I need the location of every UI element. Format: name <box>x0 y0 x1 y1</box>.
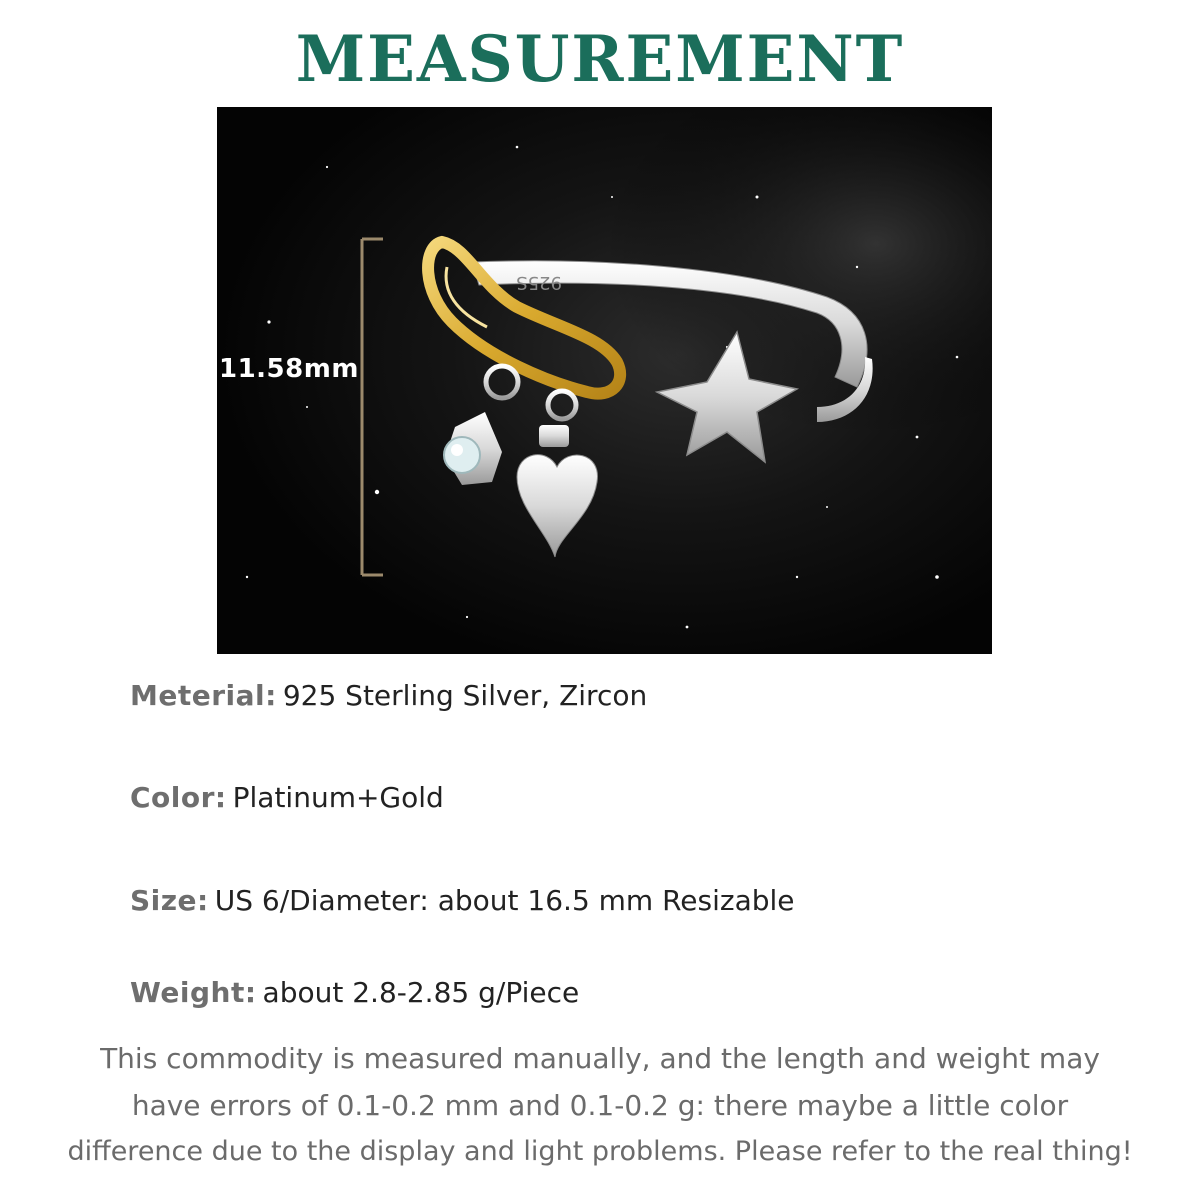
spec-color-label: Color: <box>130 781 227 814</box>
spec-size-label: Size: <box>130 884 209 917</box>
spec-color <box>130 781 444 814</box>
disclaimer-line-3: difference due to the display and light problems. Please refer to the real thing! <box>67 1136 1133 1167</box>
page-title: MEASUREMENT <box>295 22 905 97</box>
spec-size-value: US 6/Diameter: about 16.5 mm Resizable <box>214 884 795 917</box>
spec-material-label: Meterial: <box>130 679 277 712</box>
measurement-label: 11.58mm <box>219 354 359 384</box>
svg-text:925S: 925S <box>516 272 562 293</box>
spec-weight <box>130 976 579 1009</box>
disclaimer-note <box>0 1036 1200 1176</box>
spec-material <box>130 679 647 712</box>
spec-material-value: 925 Sterling Silver, Zircon <box>282 679 648 712</box>
product-photo <box>217 107 992 654</box>
spec-weight-label: Weight: <box>130 976 257 1009</box>
disclaimer-line-2: have errors of 0.1-0.2 mm and 0.1-0.2 g: there maybe a little color <box>131 1088 1069 1122</box>
spec-size <box>130 884 795 917</box>
spec-weight-value: about 2.8-2.85 g/Piece <box>262 976 580 1009</box>
spec-color-value: Platinum+Gold <box>232 781 444 814</box>
disclaimer-line-1: This commodity is measured manually, and the length and weight may <box>100 1042 1100 1075</box>
